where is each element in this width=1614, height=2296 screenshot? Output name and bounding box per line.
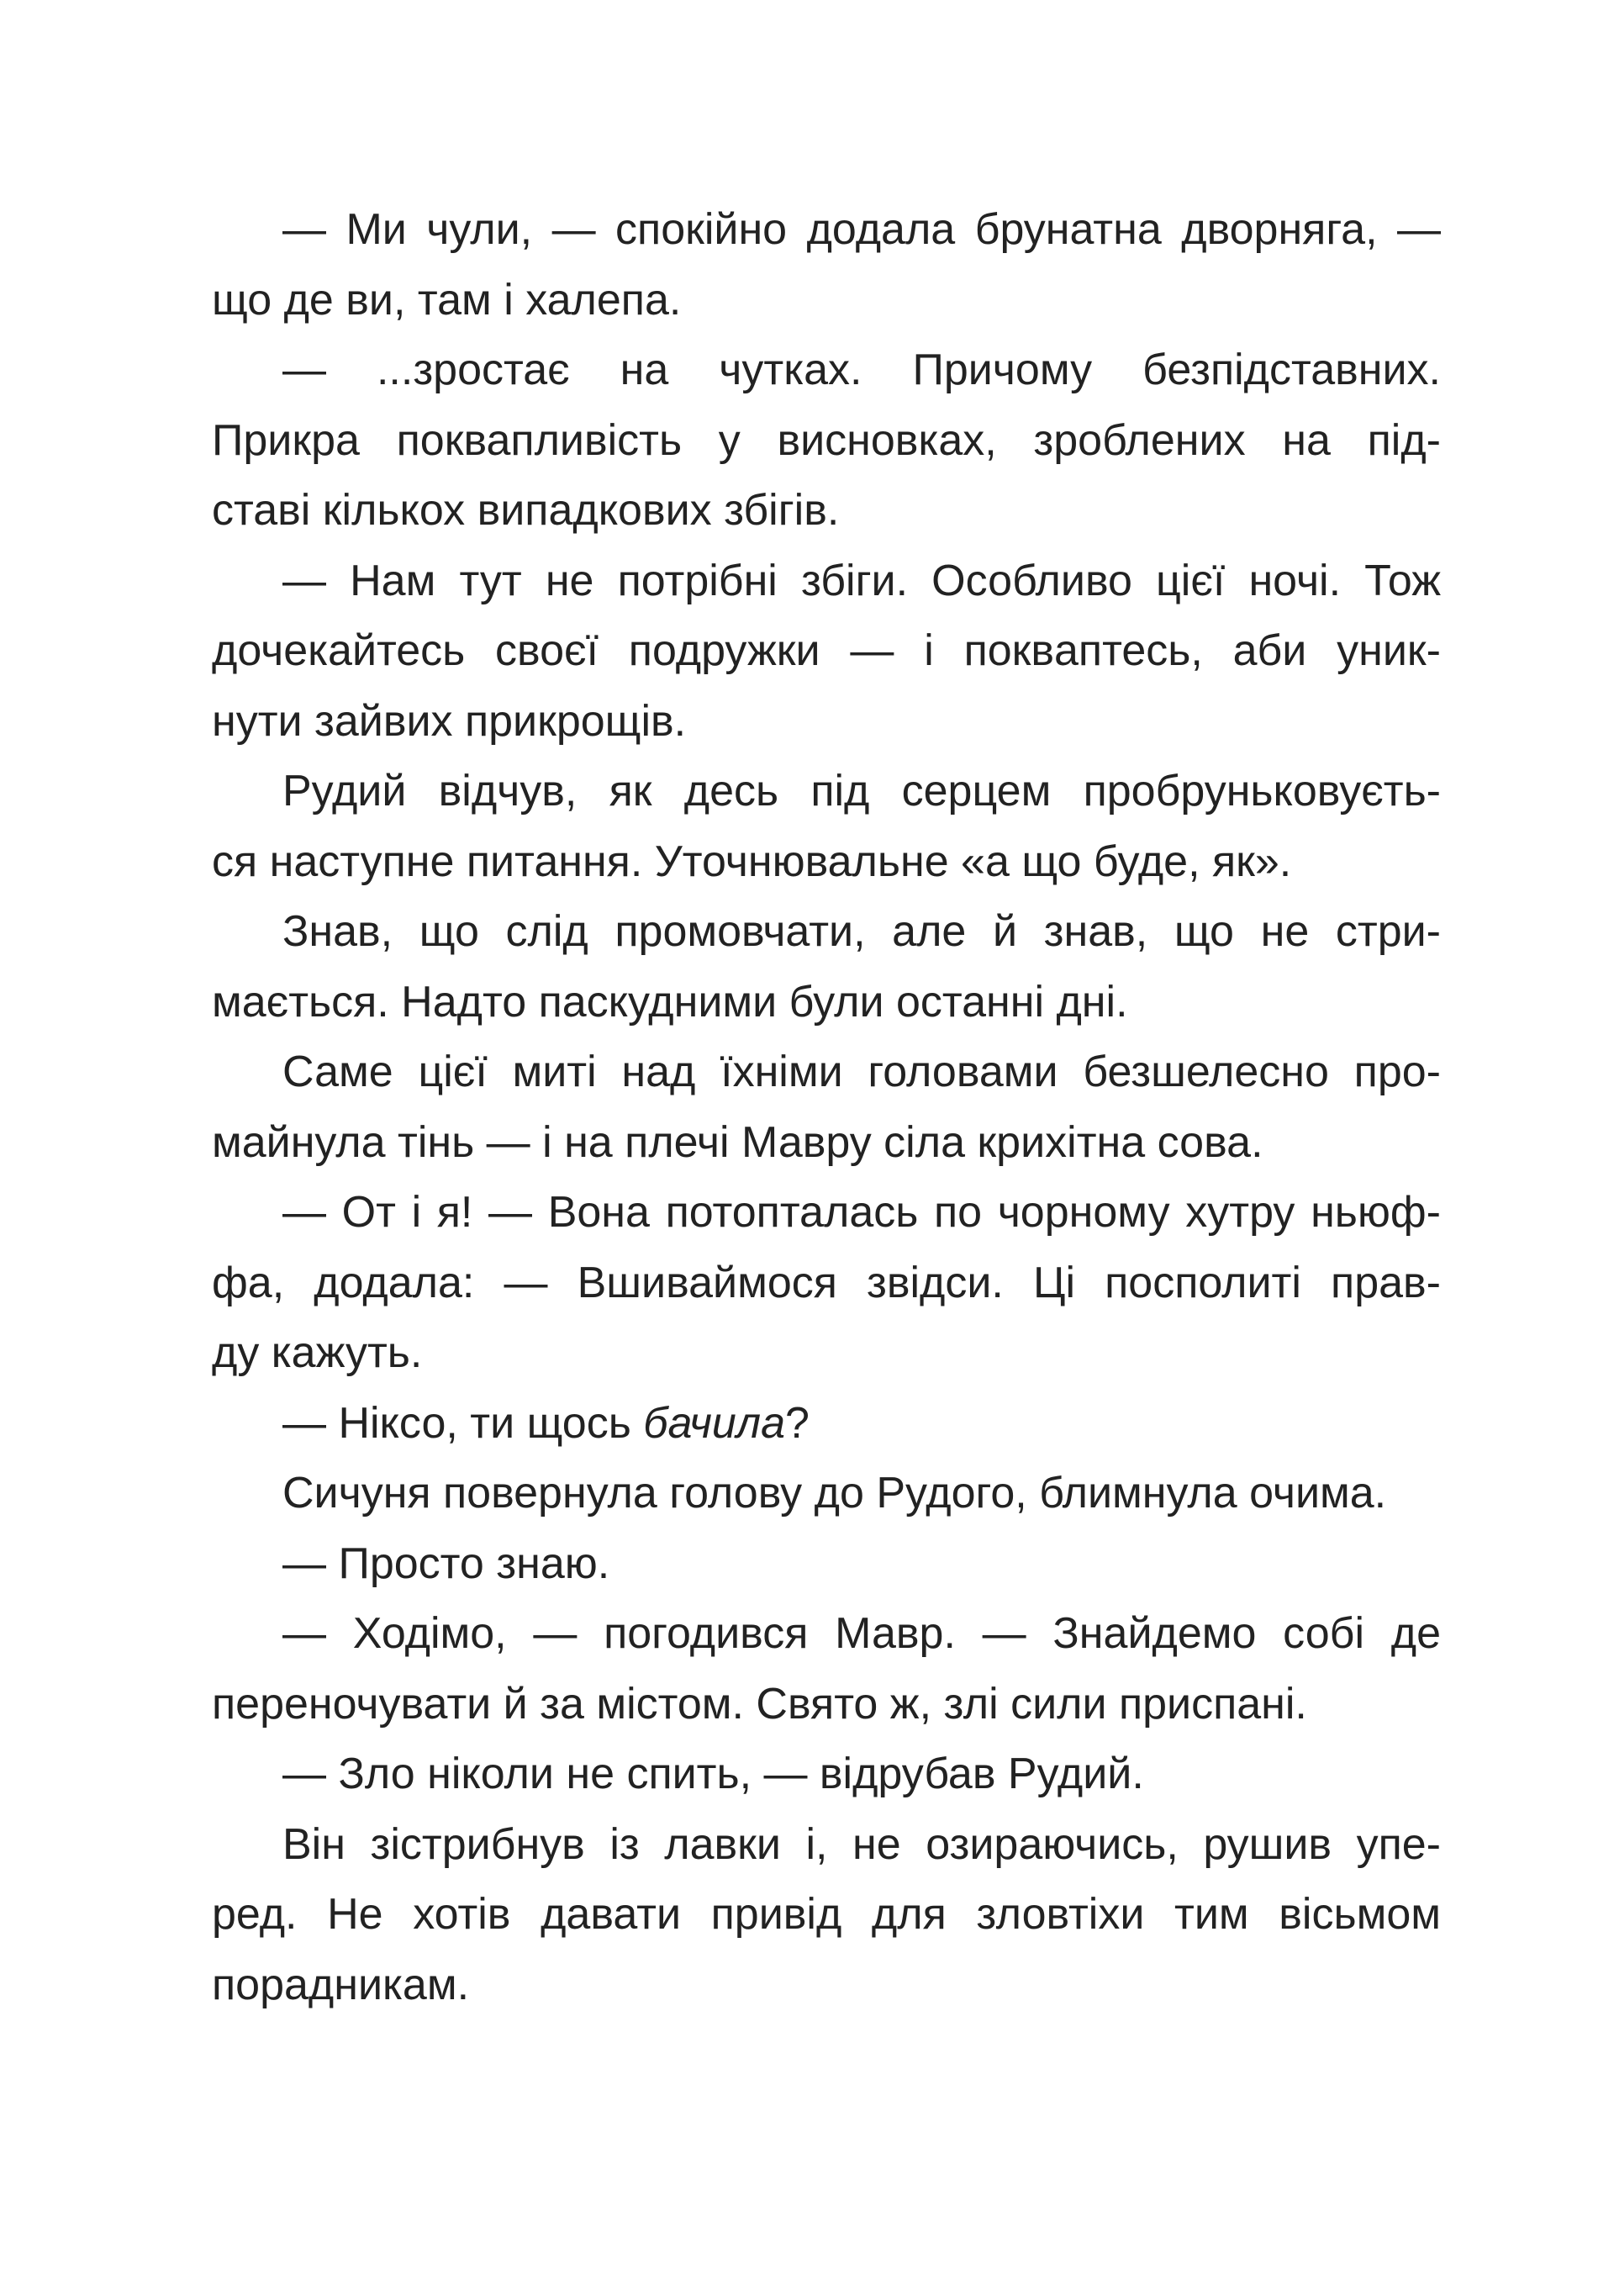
line-text: — Ходімо, — погодився Мавр. — Знайдемо собі де (282, 1609, 1441, 1658)
text-line (212, 897, 1441, 968)
text-line (212, 476, 1441, 546)
text-line (212, 546, 1441, 617)
text-line (212, 1739, 1441, 1810)
line-text: — Просто знаю. (282, 1539, 610, 1588)
line-text: Знав, що слід промовчати, але й знав, що не стри- (282, 907, 1441, 956)
line-text: — ...зростає на чутках. Причому безпідставних. (282, 346, 1441, 394)
line-text: Саме цієї миті над їхніми головами безшелесно про- (282, 1048, 1441, 1096)
line-text: майнула тінь — і на плечі Мавру сіла крихітна сова. (212, 1117, 1263, 1167)
text-line (212, 1810, 1441, 1881)
line-text: дочекайтесь своєї подружки — і поквaптесь, аби уник- (212, 626, 1441, 675)
text-line (212, 1108, 1441, 1179)
italic-emphasis: бачила (643, 1398, 786, 1448)
text-line (212, 1037, 1441, 1108)
line-text: ду кажуть. (212, 1328, 423, 1377)
line-text: ся наступне питання. Уточнювальне «а що буде, як». (212, 837, 1292, 886)
text-line (212, 1529, 1441, 1600)
text-line (212, 1880, 1441, 1950)
text-line (212, 968, 1441, 1038)
line-text: — От і я! — Вона потопталась по чорному хутру ньюф- (282, 1188, 1441, 1237)
line-text: мається. Надто паскудними були останні дні. (212, 977, 1128, 1027)
line-text: ред. Не хотів давати привід для зловтіхи тим вісьмом (212, 1890, 1441, 1939)
line-text: — Ми чули, — спокійно додала брунатна дворняга, — (282, 205, 1441, 254)
line-text: порадникам. (212, 1960, 470, 2009)
text-line (212, 1950, 1441, 2021)
text-line (212, 1318, 1441, 1389)
text-line (212, 195, 1441, 266)
line-text: Сичуня повернула голову до Рудого, блимнула очима. (282, 1469, 1387, 1517)
text-line (212, 616, 1441, 687)
text-line (212, 406, 1441, 477)
line-text: фа, додала: — Вшиваймося звідси. Ці посполиті прав- (212, 1258, 1441, 1307)
text-line (212, 266, 1441, 336)
line-text: Прикра поквапливість у висновках, зроблених на під- (212, 415, 1441, 465)
text-line (212, 827, 1441, 898)
line-text: — Нам тут не потрібні збіги. Особливо цієї ночі. Тож (282, 556, 1441, 605)
text-line (212, 335, 1441, 406)
book-page-text (212, 195, 1441, 2020)
line-text: ставі кількох випадкових збігів. (212, 486, 840, 535)
line-text: що де ви, там і халепа. (212, 275, 682, 325)
text-line (212, 1599, 1441, 1670)
line-text-after: ? (785, 1398, 810, 1448)
line-text: — Зло ніколи не спить, — відрубав Рудий. (282, 1750, 1144, 1798)
line-text: Рудий відчув, як десь під серцем пробруньковуєть- (282, 767, 1441, 815)
text-line (212, 1389, 1441, 1459)
line-text: — Ніксо, ти щось (282, 1398, 644, 1448)
line-text: переночувати й за містом. Свято ж, злі сили приспані. (212, 1679, 1307, 1729)
text-line (212, 1459, 1441, 1529)
text-line (212, 1670, 1441, 1740)
line-text: нути зайвих прикрощів. (212, 696, 687, 746)
text-line (212, 687, 1441, 757)
line-text: Він зістрибнув із лавки і, не озираючись, рушив упе- (282, 1819, 1441, 1869)
text-line (212, 1178, 1441, 1248)
text-line (212, 757, 1441, 827)
text-line (212, 1248, 1441, 1319)
